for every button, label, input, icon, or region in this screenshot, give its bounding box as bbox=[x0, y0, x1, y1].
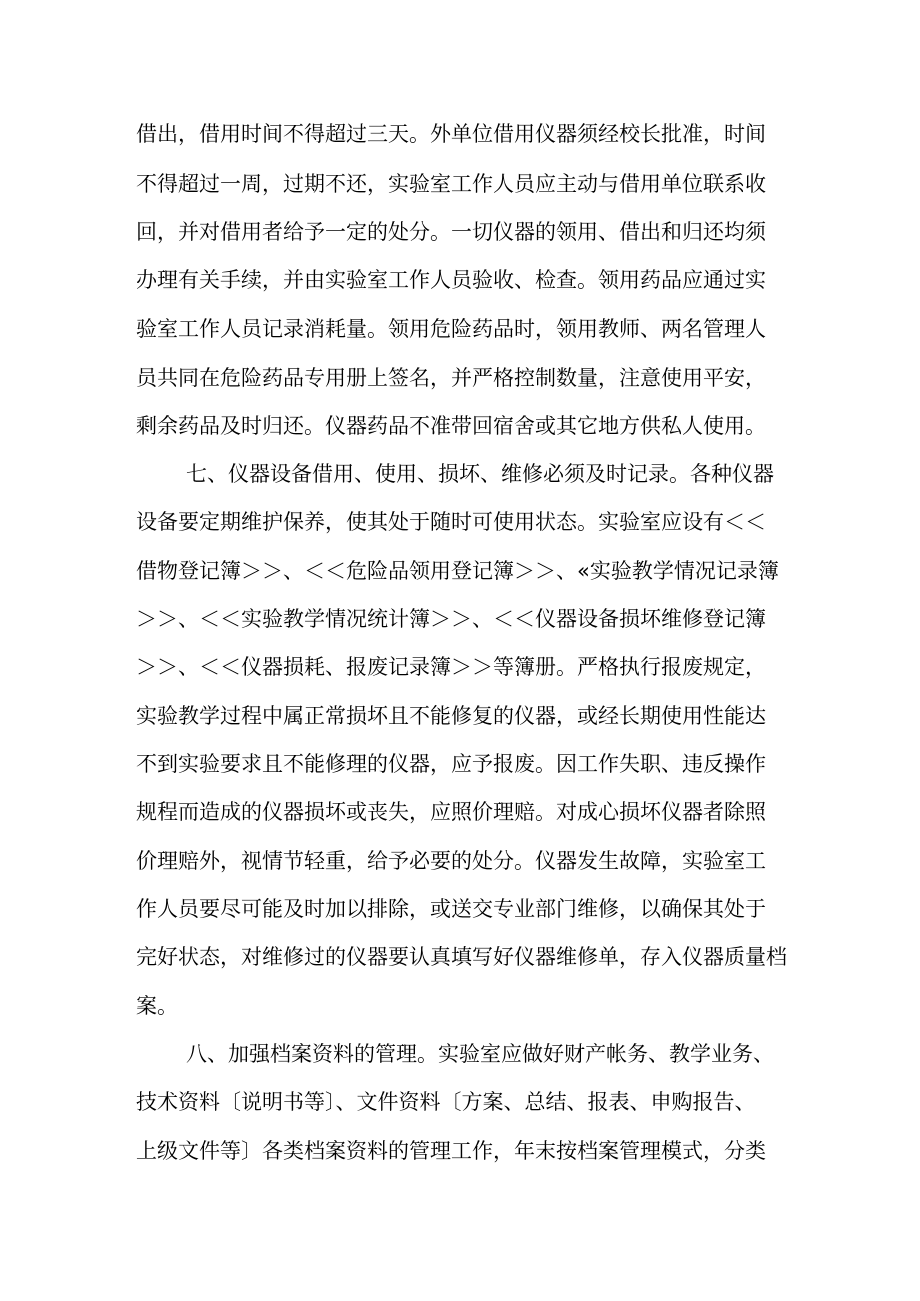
p6-line-4: 办理有关手续，并由实验室工作人员验收、检查。领用药品应通过实 bbox=[136, 268, 766, 292]
p7-line-3: 借物登记簿＞＞、＜＜危险品领用登记簿＞＞、«实验教学情况记录簿 bbox=[136, 559, 779, 583]
p6-line-1: 借出，借用时间不得超过三天。外单位借用仪器须经校长批准，时间 bbox=[136, 122, 766, 146]
p7-line-11: 完好状态，对维修过的仪器要认真填写好仪器维修单，存入仪器质量档 bbox=[136, 945, 787, 969]
p7-line-5: ＞＞、＜＜仪器损耗、报废记录簿＞＞等簿册。严格执行报废规定， bbox=[136, 655, 766, 679]
p7-line-10: 作人员要尽可能及时加以排除，或送交专业部门维修，以确保其处于 bbox=[136, 897, 766, 921]
p8-line-3: 上级文件等〕各类档案资料的管理工作，年末按档案管理模式，分类 bbox=[136, 1139, 766, 1163]
p6-line-5: 验室工作人员记录消耗量。领用危险药品时，领用教师、两名管理人 bbox=[136, 317, 766, 341]
p6-line-3: 回，并对借用者给予一定的处分。一切仪器的领用、借出和归还均须 bbox=[136, 220, 766, 244]
p6-line-7: 剩余药品及时归还。仪器药品不准带回宿舍或其它地方供私人使用。 bbox=[136, 414, 766, 438]
p7-line-9: 价理赔外，视情节轻重，给予必要的处分。仪器发生故障，实验室工 bbox=[136, 849, 766, 873]
p8-line-1: 八、加强档案资料的管理。实验室应做好财产帐务、教学业务、 bbox=[186, 1042, 774, 1066]
p6-line-2: 不得超过一周，过期不还，实验室工作人员应主动与借用单位联系收 bbox=[136, 172, 766, 196]
p7-line-6: 实验教学过程中属正常损坏且不能修复的仪器，或经长期使用性能达 bbox=[136, 704, 766, 728]
p7-line-7: 不到实验要求且不能修理的仪器，应予报废。因工作失职、违反操作 bbox=[136, 752, 766, 776]
p7-line-8: 规程而造成的仪器损坏或丧失，应照价理赔。对成心损坏仪器者除照 bbox=[136, 800, 766, 824]
p7-line-4: ＞＞、＜＜实验教学情况统计簿＞＞、＜＜仪器设备损坏维修登记簿 bbox=[136, 607, 766, 631]
p7-line-12: 案。 bbox=[136, 994, 178, 1018]
p7-line-2: 设备要定期维护保养，使其处于随时可使用状态。实验室应设有＜＜ bbox=[136, 510, 766, 534]
p6-line-6: 员共同在危险药品专用册上签名，并严格控制数量，注意使用平安， bbox=[136, 366, 766, 390]
p7-line-1: 七、仪器设备借用、使用、损坏、维修必须及时记录。各种仪器 bbox=[186, 462, 774, 486]
p8-line-2: 技术资料〔说明书等〕、文件资料〔方案、总结、报表、申购报告、 bbox=[136, 1090, 756, 1114]
